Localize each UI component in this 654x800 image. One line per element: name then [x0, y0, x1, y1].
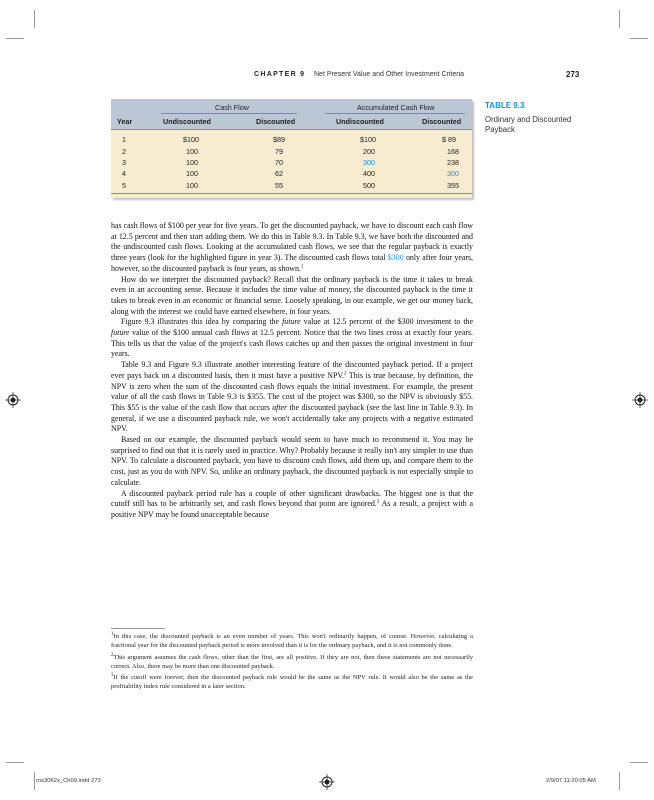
paragraph [111, 317, 473, 360]
registration-mark-icon [319, 774, 335, 790]
crop-mark [619, 10, 620, 28]
cell-undiscounted: 100 [186, 181, 198, 190]
cell-discounted: 70 [275, 158, 283, 167]
paragraph: How do we interpret the discounted payback? Recall that the ordinary payback is the time it takes to break even in an accounting sense. Because it includes the time value of money, the discounted payback is the time it takes to break even in an economic or financial sense. Loosely speaking, in our example, we get our money back, along with the interest we could have earned elsewhere, in four years. [111, 274, 473, 316]
cell-accum-undiscounted: 400 [363, 169, 375, 178]
footnote-ref: 2 [344, 371, 347, 377]
cell-accum-discounted-highlight: 300 [447, 169, 459, 178]
footnote-text: If the cutoff were forever, then the discounted payback rule would be the same as the NPV rule. It would also be the same as the profitability index rule considered in a later section. [111, 674, 473, 691]
footnote [111, 653, 473, 672]
text-run: the discounted payback (see the last line in Table 9.3). In general, if we use a discounted payback rule, we won't accidentally take any projects with a negative estimated NPV. [111, 402, 473, 434]
cell-discounted: 79 [275, 147, 283, 156]
group-rule [325, 113, 465, 114]
cell-undiscounted: $100 [183, 135, 199, 144]
col-header-year: Year [117, 117, 133, 126]
group-header-accumulated: Accumulated Cash Flow [357, 103, 435, 112]
crop-mark [34, 10, 35, 28]
text-run: A discounted payback period rule has a couple of other significant drawbacks. The biggest one is that the cutoff still has to be arbitrarily set, and cash flows beyond that point are ignored. [111, 488, 473, 509]
table-rule [111, 129, 472, 130]
table-caption: Ordinary and Discounted Payback [485, 115, 572, 134]
registration-mark-icon [5, 392, 21, 408]
group-header-cash-flow: Cash Flow [215, 103, 249, 112]
col-header-accum-undiscounted: Undiscounted [336, 117, 384, 126]
crop-mark [619, 772, 620, 790]
text-run: value of the $100 annual cash flows at 12.5 percent. Notice that the two lines cross at exactly four years. This tells us that the value of the project's cash flows catches up and then passes the original investment in four years. [111, 328, 473, 359]
cell-year: 3 [122, 158, 126, 167]
footnote-text: In this case, the discounted payback is an even number of years. This won't ordinarily happen, of course. However, calculating a fractional year for the discounted payback period is more involved than it is for the ordinary payback, and it is not commonly done. [111, 633, 473, 650]
footnote-ref: 3 [376, 499, 380, 505]
col-header-discounted: Discounted [256, 117, 296, 126]
cell-accum-undiscounted: $100 [360, 135, 376, 144]
body-text [111, 221, 473, 521]
crop-mark [630, 38, 648, 39]
italic-text: future [111, 328, 130, 338]
text-run: Table 9.3 and Figure 9.3 illustrate another interesting feature of the discounted payback period. If a project ever pays back on a discounted basis, then it must have a positive NPV. [111, 360, 473, 380]
crop-mark [6, 38, 24, 39]
cell-discounted: $89 [273, 135, 285, 144]
footnote-text: This argument assumes the cash flows, other than the first, are all positive. If they are not, then these statements are not necessarily correct. Also, there may be more than one discounted payback. [111, 653, 473, 670]
footnote-marker: 3 [111, 673, 114, 679]
text-run: value at 12.5 percent of the $300 investment to the [300, 317, 473, 327]
footnote-marker: 1 [111, 631, 114, 637]
group-rule [161, 113, 297, 114]
footnote [111, 632, 473, 651]
print-slug-timestamp: 2/9/07 11:20:05 AM [546, 778, 596, 784]
cell-accum-discounted: $ 89 [442, 135, 456, 144]
cell-undiscounted: 100 [186, 147, 198, 156]
cell-accum-undiscounted: 500 [363, 181, 375, 190]
footnote-marker: 2 [111, 652, 114, 658]
footnote [111, 673, 473, 692]
footnotes [111, 632, 473, 694]
col-header-accum-discounted: Discounted [422, 117, 462, 126]
text-run: This is true because, by definition, the NPV is zero when the sum of the discounted cash flows equals the initial investment. For example, the present value of all the cash flows in Table 9.3 is $355. The cost of the project was $300, so the NPV is obviously $55. This $55 is the value of the cash flow that occurs [111, 370, 473, 412]
table-rule [111, 193, 472, 194]
col-header-undiscounted: Undiscounted [163, 117, 211, 126]
footnote-ref: 1 [300, 264, 304, 270]
crop-mark [630, 762, 648, 763]
cell-accum-discounted: 355 [447, 181, 459, 190]
text-run: As a result, a project with a positive NPV may be found unacceptable because [111, 499, 473, 519]
page-number: 273 [566, 70, 580, 79]
registration-mark-icon [632, 392, 648, 408]
cell-discounted: 55 [275, 181, 283, 190]
cell-year: 5 [122, 181, 126, 190]
cell-undiscounted: 100 [186, 158, 198, 167]
table-label: TABLE 9.3 [485, 101, 525, 110]
payback-table [111, 99, 472, 198]
running-header [0, 71, 654, 85]
crop-mark [6, 762, 24, 763]
italic-text: future [282, 317, 301, 327]
paragraph [111, 360, 473, 435]
cell-year: 1 [122, 135, 126, 144]
text-run: Figure 9.3 illustrates this idea by comparing the [121, 317, 283, 327]
table-header [111, 99, 472, 129]
paragraph [111, 221, 473, 275]
chapter-title: Net Present Value and Other Investment Criteria [314, 71, 465, 78]
cell-accum-undiscounted: 200 [363, 147, 375, 156]
italic-text: after [272, 402, 288, 412]
paragraph [111, 489, 473, 521]
cell-year: 4 [122, 169, 126, 178]
cell-year: 2 [122, 147, 126, 156]
print-slug-file: ros3062x_Ch09.indd 273 [36, 778, 101, 784]
footnote-rule [111, 628, 165, 629]
paragraph: Based on our example, the discounted payback would seem to have much to recommend it. You may be surprised to find out that it is rarely used in practice. Why? Probably because it really isn't any simpler to use than NPV. To calculate a discounted payback, you have to discount cash flows, add them up, and compare them to the cost, just as you do with NPV. So, unlike an ordinary payback, the discounted payback is not especially simple to calculate. [111, 435, 473, 487]
chapter-label: CHAPTER 9 [254, 71, 306, 78]
text-run: only after four years, however, so the discounted payback is four years, as shown. [111, 253, 473, 273]
highlighted-figure: $300 [387, 253, 404, 263]
cell-accum-discounted: 168 [447, 147, 459, 156]
cell-undiscounted: 100 [186, 169, 198, 178]
crop-mark [34, 772, 35, 790]
text-run: has cash flows of $100 per year for five years. To get the discounted payback, we have to discount each cash flow at 12.5 percent and then start adding them. We do this in Table 9.3. In Table 9.3, we have both the discounted and the undiscounted cash flows. Looking at the accumulated cash flows, we see that the regular payback is exactly three years (look for the highlighted figure in year 3). The discounted cash flows total [111, 221, 473, 263]
cell-accum-undiscounted-highlight: 300 [363, 158, 375, 167]
cell-discounted: 62 [275, 169, 283, 178]
cell-accum-discounted: 238 [447, 158, 459, 167]
